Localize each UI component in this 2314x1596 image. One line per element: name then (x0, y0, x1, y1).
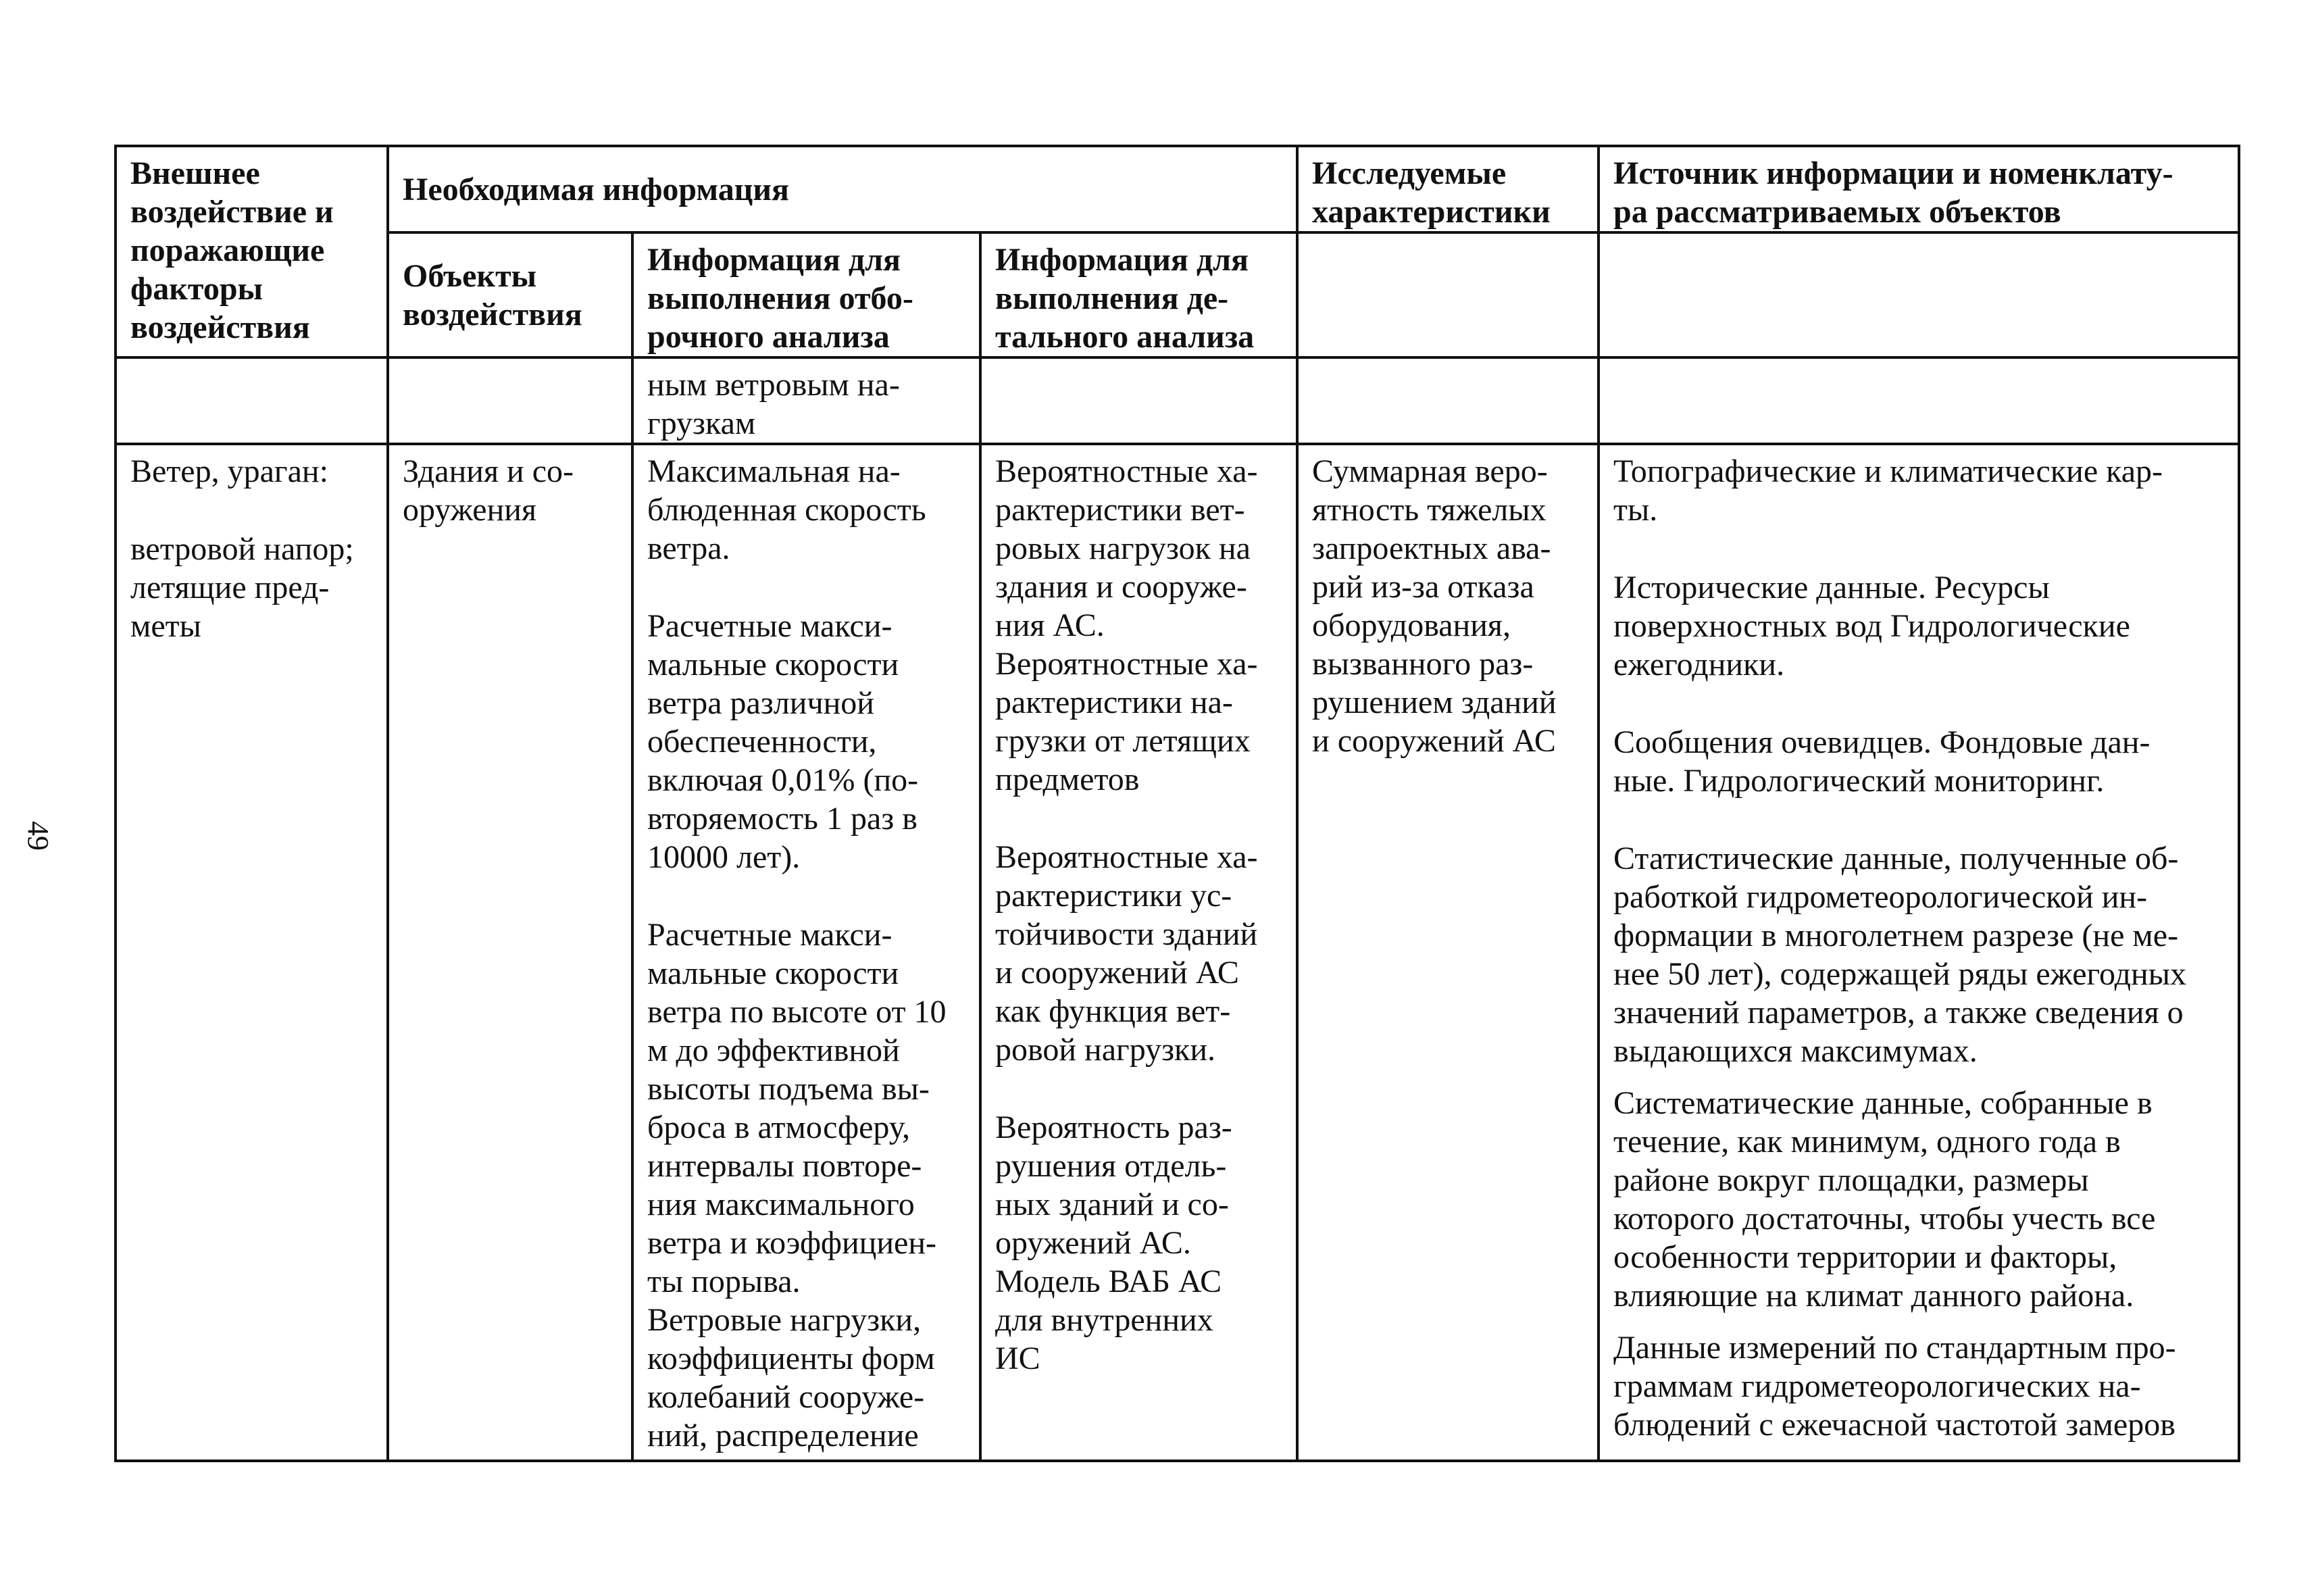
screening-para: Расчетные макси- мальные скорости ветра по высоте от 10 м до эффективной высоты подъема вы- броса в атмосферу, интервалы повторе- ния максимального ветра и коэффициен- ты порыва. (647, 917, 947, 1299)
detailed-para: Вероятность раз- рушения отдель- ных зданий и со- оружений АС. (995, 1109, 1232, 1261)
header-info-source: Источник информации и номенклату- ра рассматриваемых объектов (1599, 146, 2239, 232)
source-para: Сообщения очевидцев. Фондовые дан- ные. Гидрологический мониторинг. (1613, 724, 2150, 799)
wind-objects-cell: Здания и со- оружения (388, 444, 632, 1461)
header-row-2 (116, 232, 2239, 357)
header-impact-factors: Внешнее воздействие и поражающие факторы воздействия (116, 146, 388, 357)
header-objects: Объекты воздействия (388, 232, 632, 357)
page-number: 49 (22, 821, 55, 851)
header-empty-col6 (1599, 232, 2239, 357)
screening-para: Максимальная на- блюденная скорость ветра. (647, 453, 926, 566)
wind-screening-cell (632, 444, 980, 1461)
source-para: Топографические и климатические кар- ты. (1613, 453, 2163, 528)
impact-table (114, 145, 2240, 1462)
wind-impact-cell (116, 444, 388, 1461)
detailed-para: Вероятностные ха- рактеристики ус- тойчивости зданий и сооружений АС как функция вет- ровой нагрузки. (995, 839, 1258, 1068)
cont-col5 (1297, 357, 1599, 444)
wind-sources-cell (1599, 444, 2239, 1461)
wind-impact-title: Ветер, ураган: (130, 453, 328, 489)
source-para: Данные измерений по стандартным про- граммам гидрометеорологических на- блюдений с ежечасной частотой замеров (1613, 1330, 2176, 1443)
source-para: Систематические данные, собранные в течение, как минимум, одного года в районе вокруг площадки, размеры которого достаточны, чтобы учесть все особенности территории и факторы, влияющие на климат данного района. (1613, 1085, 2156, 1314)
cont-col4 (980, 357, 1297, 444)
source-para: Статистические данные, полученные об- работкой гидрометеорологической ин- формации в многолетнем разрезе (не ме- нее 50 лет), содержащей ряды ежегодных значений параметров, а также сведения о выдающихся максимумах. (1613, 841, 2186, 1069)
wind-row (116, 444, 2239, 1461)
source-para: Исторические данные. Ресурсы поверхностных вод Гидрологические ежегодники. (1613, 570, 2130, 682)
cont-col6 (1599, 357, 2239, 444)
screening-para: Расчетные макси- мальные скорости ветра различной обеспеченности, включая 0,01% (по- вторяемость 1 раз в 10000 лет). (647, 608, 919, 875)
cont-col2 (388, 357, 632, 444)
wind-characteristics-cell: Суммарная веро- ятность тяжелых запроектных ава- рий из-за отказа оборудования, вызванного раз- рушением зданий и сооружений АС (1297, 444, 1599, 1461)
detailed-para: Вероятностные ха- рактеристики вет- ровых нагрузок на здания и сооруже- ния АС. (995, 453, 1258, 643)
header-screening-analysis: Информация для выполнения отбо- рочного анализа (632, 232, 980, 357)
header-required-info: Необходимая информация (388, 146, 1297, 232)
detailed-para: Модель ВАБ АС для внутренних ИС (995, 1264, 1222, 1376)
header-row-1 (116, 146, 2239, 232)
wind-detailed-cell (980, 444, 1297, 1461)
screening-para: Ветровые нагрузки, коэффициенты форм колебаний сооруже- ний, распределение (647, 1302, 935, 1453)
continuation-row (116, 357, 2239, 444)
detailed-para: Вероятностные ха- рактеристики на- грузки от летящих предметов (995, 646, 1258, 797)
wind-impact-items: ветровой напор; летящие пред- меты (130, 531, 354, 644)
header-studied-characteristics: Исследуемые характеристики (1297, 146, 1599, 232)
header-empty-col5 (1297, 232, 1599, 357)
cont-col3: ным ветровым на- грузкам (632, 357, 980, 444)
header-detailed-analysis: Информация для выполнения де- тального анализа (980, 232, 1297, 357)
cont-col1 (116, 357, 388, 444)
